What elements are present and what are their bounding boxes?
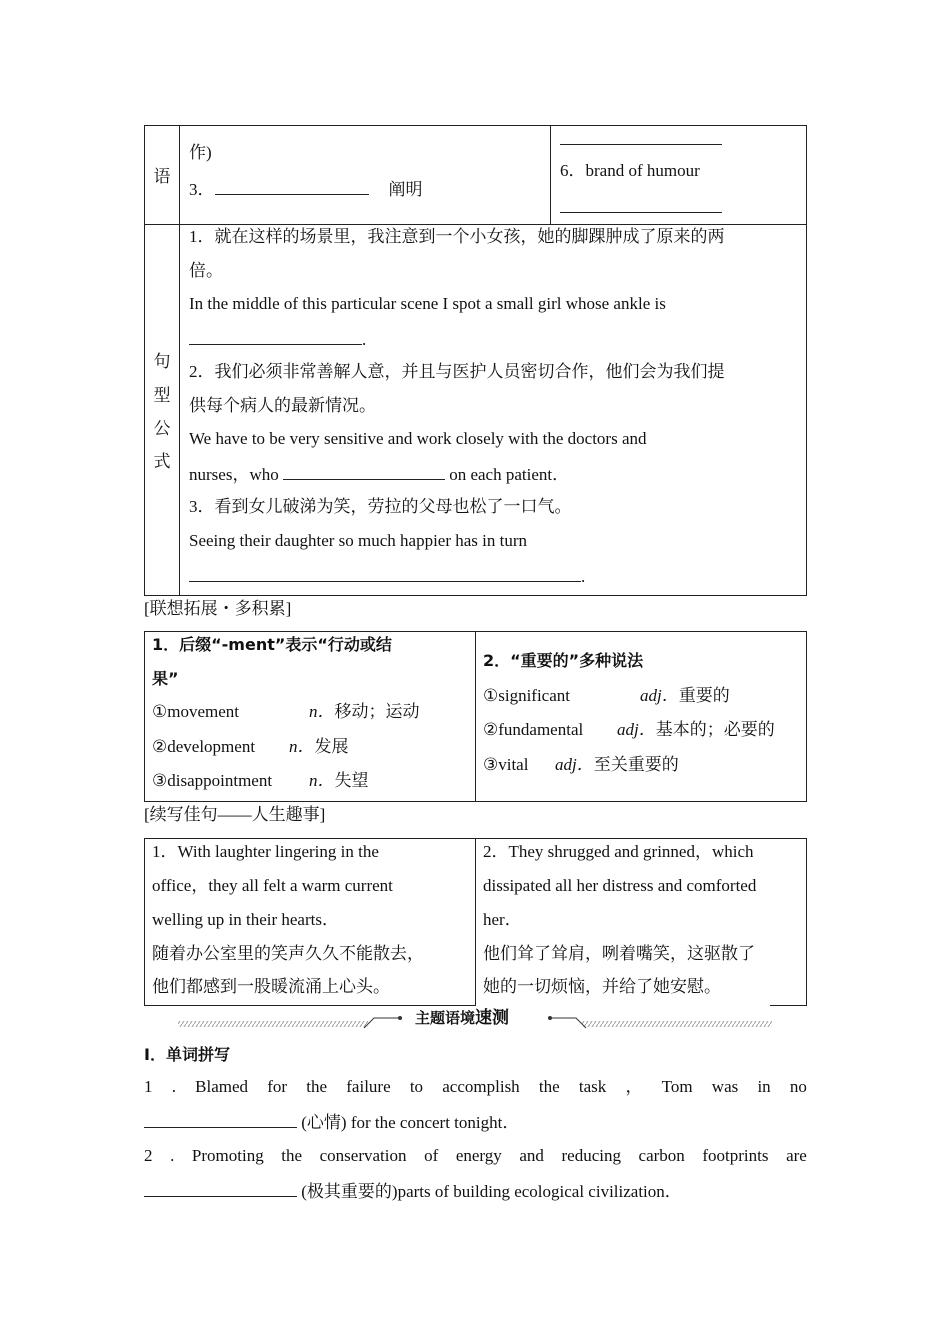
top-table-item3 — [189, 178, 423, 200]
pattern-line-4 — [189, 328, 366, 350]
expand-right-item-2: ②fundamental adj．基本的；必要的 — [483, 720, 775, 739]
item3-blank[interactable] — [215, 178, 369, 195]
pattern-line-7: We have to be very sensitive and work closely with the doctors and — [189, 429, 647, 448]
exercise-heading: Ⅰ．单词拼写 — [144, 1045, 230, 1064]
pattern-blank-2[interactable] — [283, 463, 445, 480]
item3-text: 阐明 — [388, 180, 423, 199]
item3-number: 3． — [189, 180, 215, 199]
item6-blank[interactable] — [560, 196, 722, 213]
top-table-item6: 6．brand of humour — [560, 161, 700, 180]
pattern-line-5: 2．我们必须非常善解人意，并且与医护人员密切合作，他们会为我们提 — [189, 362, 725, 381]
banner-title — [415, 1008, 509, 1028]
banner-dot-right — [548, 1016, 552, 1020]
pattern-blank-1[interactable] — [189, 328, 362, 345]
sentence-left-4: 随着办公室里的笑声久久不能散去， — [152, 944, 424, 963]
pattern-line-11-end: . — [581, 567, 586, 586]
banner-title-regular: 主题语境 — [415, 1009, 476, 1027]
sentence-right-5: 她的一切烦恼，并给了她安慰。 — [483, 977, 721, 996]
sentence-right-1: 2．They shrugged and grinned，which — [483, 842, 754, 861]
expand-heading: [联想拓展・多积累] — [144, 599, 292, 618]
sentence-heading: [续写佳句——人生趣事] — [144, 805, 326, 824]
exercise-q2-blank[interactable] — [144, 1180, 297, 1197]
top-table-row-cont: 作) — [189, 143, 212, 162]
expand-right-item-1: ①significant adj．重要的 — [483, 686, 730, 705]
pattern-table-divider — [179, 224, 180, 596]
pattern-line-10: Seeing their daughter so much happier has in turn — [189, 531, 528, 550]
expand-left-item-3: ③disappointment n．失望 — [152, 771, 369, 790]
banner-hatch-left — [178, 1021, 368, 1027]
banner-bracket-left — [364, 1018, 400, 1028]
expand-right-item-3: ③vital adj．至关重要的 — [483, 755, 679, 774]
sentence-left-1: 1．With laughter lingering in the — [152, 842, 379, 861]
exercise-q1-line2: (心情) for the concert tonight． — [144, 1111, 519, 1133]
pattern-line-11 — [189, 565, 585, 587]
expand-left-item-1: ①movement n．移动；运动 — [152, 702, 420, 721]
expand-table-divider — [475, 631, 476, 802]
pattern-line-9: 3．看到女儿破涕为笑，劳拉的父母也松了一口气。 — [189, 497, 572, 516]
sentence-right-3: her． — [483, 910, 522, 929]
expand-right-title: 2．“重要的”多种说法 — [483, 651, 644, 670]
sentence-left-2: office，they all felt a warm current — [152, 876, 393, 895]
sentence-right-4: 他们耸了耸肩，咧着嘴笑，这驱散了 — [483, 944, 755, 963]
sentence-table-divider — [475, 838, 476, 1006]
sentence-left-5: 他们都感到一股暖流涌上心头。 — [152, 977, 390, 996]
banner-hatch-right — [582, 1021, 772, 1027]
expand-left-title-2: 果” — [152, 669, 179, 688]
exercise-q2-line2: (极其重要的)parts of building ecological civilization． — [144, 1180, 682, 1202]
exercise-q1-line1: 1 . Blamed for the failure to accomplish the task ， Tom was in no — [144, 1077, 807, 1096]
top-table-divider-mid — [550, 125, 551, 225]
expand-left-title-1: 1．后缀“-ment”表示“行动或结 — [152, 635, 392, 654]
pattern-line-8-end: on each patient． — [449, 465, 570, 484]
pattern-side-char-4: 式 — [153, 452, 171, 471]
pattern-line-2: 倍。 — [189, 261, 223, 280]
sentence-left-bottom — [144, 1005, 476, 1006]
pattern-line-6: 供每个病人的最新情况。 — [189, 396, 376, 415]
pattern-blank-3[interactable] — [189, 565, 581, 582]
pattern-side-char-3: 公 — [153, 419, 171, 438]
sentence-right-bottom — [770, 1005, 807, 1006]
banner-dot-left — [398, 1016, 402, 1020]
pattern-line-1: 1．就在这样的场景里，我注意到一个小女孩，她的脚踝肿成了原来的两 — [189, 227, 725, 246]
top-table-side-label: 语 — [153, 167, 171, 186]
banner-title-emph: 速测 — [475, 1008, 510, 1028]
pattern-line-8 — [189, 463, 569, 485]
exercise-q1-blank[interactable] — [144, 1111, 297, 1128]
expand-left-item-2: ②development n．发展 — [152, 737, 349, 756]
item5-blank-end[interactable] — [560, 128, 722, 145]
pattern-line-8-start: nurses，who — [189, 465, 279, 484]
pattern-side-char-1: 句 — [153, 352, 171, 371]
sentence-right-2: dissipated all her distress and comforted — [483, 876, 757, 895]
banner-bracket-right — [550, 1018, 586, 1028]
pattern-side-char-2: 型 — [153, 386, 171, 405]
pattern-line-3: In the middle of this particular scene I spot a small girl whose ankle is — [189, 294, 666, 313]
sentence-left-3: welling up in their hearts． — [152, 910, 339, 929]
pattern-line-4-end: . — [362, 330, 367, 349]
exercise-q2-line1: 2 . Promoting the conservation of energy and reducing carbon footprints are — [144, 1146, 807, 1165]
